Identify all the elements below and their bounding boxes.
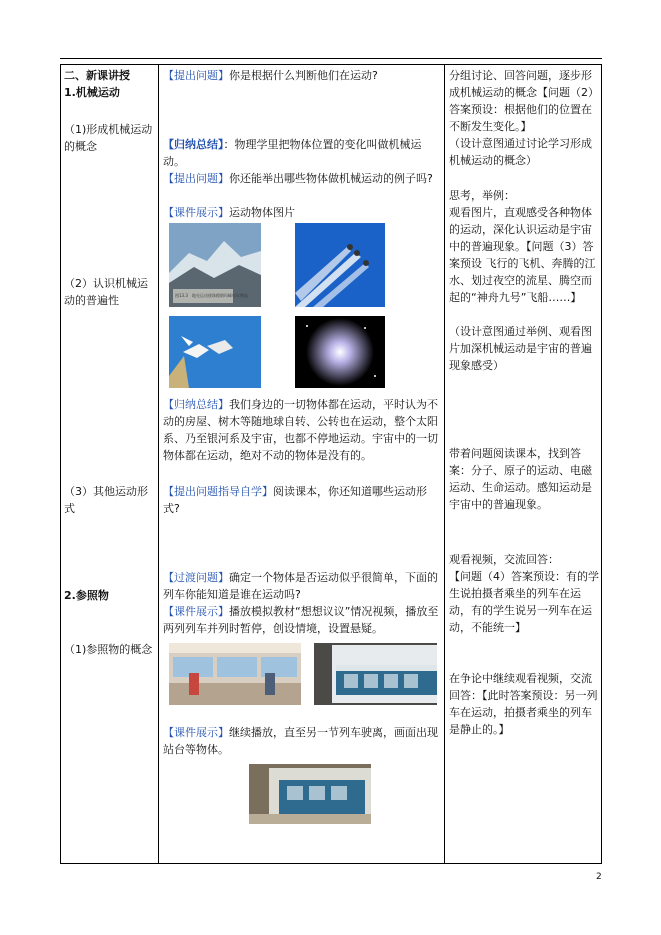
lesson-table — [60, 64, 602, 864]
galaxy-image — [295, 316, 385, 388]
topic-item: （1)参照物的概念 — [64, 643, 153, 656]
student-activity-column — [449, 65, 599, 863]
image-caption: 图13.3 地壳运动使珠穆朗玛峰年年增高 — [175, 293, 248, 298]
student-response: 在争论中继续观看视频，交流回答：【此时答案预设：另一列车在运动，拍摄者乘坐的列车是静止的。】 — [449, 672, 598, 736]
student-response: 观看视频，交流回答： — [449, 553, 559, 566]
subsection-title: 1.机械运动 — [64, 86, 120, 99]
student-response: 观看图片，直观感受各种物体的运动，深化认识运动是宇宙中的普遍现象。【问题（3）答案预设 飞行的飞机、奔腾的江水、划过夜空的流星、腾空而起的“神舟九号”飞船……】 — [449, 206, 596, 304]
student-response: 分组讨论、回答问题，逐步形成机械运动的概念【问题（2）答案预设：根据他们的位置在不断发生变化。】 — [449, 69, 599, 133]
train-window-image — [314, 643, 437, 705]
topic-item: （1)形成机械运动的概念 — [64, 123, 153, 153]
mountain-image — [169, 223, 261, 307]
page-number: 2 — [596, 872, 602, 882]
slide-block: 【课件展示】继续播放，直至另一节列车驶离，画面出现站台等物体。 — [163, 726, 438, 756]
topic-column — [64, 65, 158, 863]
section-title: 二、新课讲授 — [64, 69, 130, 82]
subsection-title: 2.参照物 — [64, 589, 109, 602]
train-platform-image — [249, 764, 371, 824]
summary-block: 【归纳总结】我们身边的一切物体都在运动，平时认为不动的房屋、树木等随地球自转、公转也在运动，整个太阳系、乃至银河系及宇宙，也都不停地运动。宇宙中的一切物体都在运动，绝对不动的物体是没有的。 — [163, 398, 438, 462]
prompt-block: 【提出问题】你是根据什么判断他们在运动? — [163, 69, 378, 82]
train-interior-image — [169, 643, 301, 705]
summary-block: 【归纳总结】：物理学里把物体位置的变化叫做机械运动。 — [163, 138, 422, 168]
self-study-block: 【提出问题指导自学】阅读课本，你还知道哪些运动形式? — [163, 485, 427, 515]
transition-block: 【过渡问题】确定一个物体是否运动似乎很简单，下面的列车你能知道是谁在运动吗? — [163, 571, 438, 601]
header-rule — [60, 58, 602, 59]
design-intent: （设计意图通过举例、观看图片加深机械运动是宇宙的普遍现象感受） — [449, 325, 592, 372]
jets-image — [295, 223, 385, 307]
topic-item: （3）其他运动形式 — [64, 485, 148, 515]
teacher-activity-column — [163, 65, 443, 863]
column-divider — [444, 65, 445, 863]
slide-block: 【课件展示】播放模拟教材“想想议议”情况视频，播放至两列列车并列时暂停，创设情境，设置悬疑。 — [163, 605, 439, 635]
birds-image — [169, 316, 261, 388]
design-intent: （设计意图通过讨论学习形成机械运动的概念） — [449, 137, 592, 167]
student-response: 思考，举例： — [449, 189, 515, 202]
student-response: 带着问题阅读课本，找到答案：分子、原子的运动、电磁运动、生命运动。感知运动是宇宙中的普遍现象。 — [449, 447, 592, 511]
slide-block: 【课件展示】运动物体图片 — [163, 206, 295, 219]
topic-item: （2）认识机械运动的普遍性 — [64, 277, 148, 307]
prompt-block: 【提出问题】你还能举出哪些物体做机械运动的例子吗? — [163, 172, 433, 185]
student-response: 【问题（4）答案预设：有的学生说拍摄者乘坐的列车在运动，有的学生说另一列车在运动，不能统一】 — [449, 570, 599, 634]
column-divider — [158, 65, 159, 863]
